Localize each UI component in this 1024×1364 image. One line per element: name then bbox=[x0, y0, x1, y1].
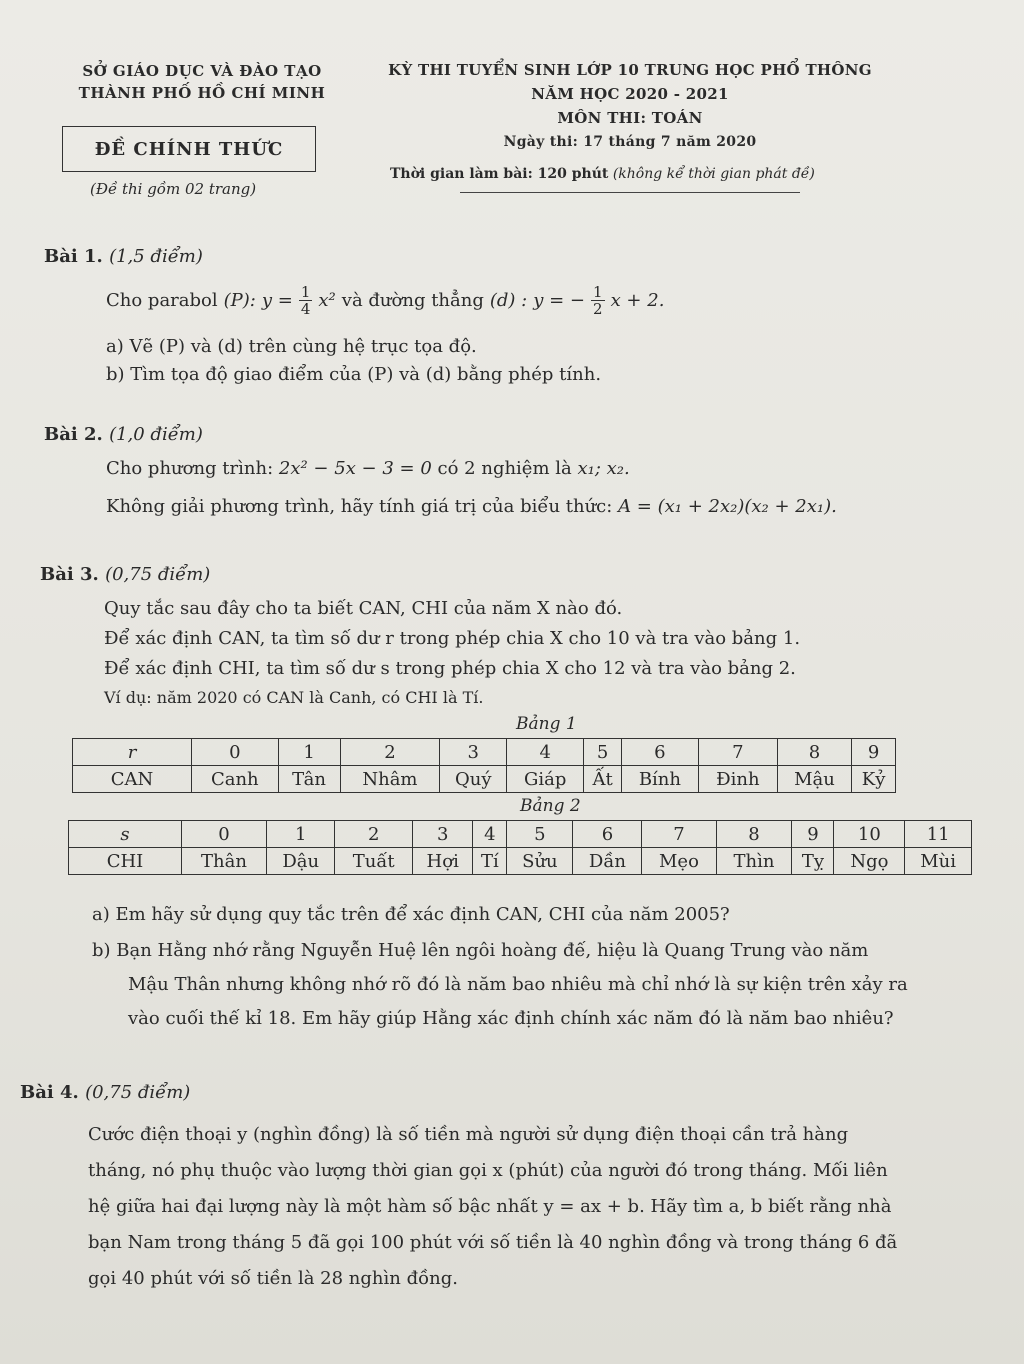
table-1-r-cell: 8 bbox=[777, 739, 851, 766]
problem-4-points: (0,75 điểm) bbox=[85, 1082, 191, 1103]
time-note: (không kể thời gian phát đề) bbox=[612, 166, 815, 182]
table-1-can-cell: Bính bbox=[622, 766, 699, 793]
problem-1-part-a: a) Vẽ (P) và (d) trên cùng hệ trục tọa độ. bbox=[106, 336, 477, 357]
table-2-s-cell: 10 bbox=[834, 821, 905, 848]
table-2-chi-cell: Thân bbox=[182, 848, 267, 875]
table-2-s-cell: 5 bbox=[507, 821, 573, 848]
fraction-2-denominator: 2 bbox=[593, 300, 603, 318]
table-1-r-cell: 0 bbox=[192, 739, 279, 766]
table-can bbox=[72, 738, 896, 793]
table-1-row-r bbox=[73, 739, 896, 766]
table-2-chi-cell: Dậu bbox=[267, 848, 335, 875]
problem-3-part-b-line-3: vào cuối thế kỉ 18. Em hãy giúp Hằng xác định chính xác năm đó là năm bao nhiêu? bbox=[128, 1008, 894, 1029]
exam-header bbox=[360, 58, 900, 154]
table-2-chi-cell: Tuất bbox=[335, 848, 413, 875]
line-rest: x + 2. bbox=[610, 290, 665, 311]
table-1-can-cell: Nhâm bbox=[340, 766, 440, 793]
problem-4-line-3: hệ giữa hai đại lượng này là một hàm số bậc nhất y = ax + b. Hãy tìm a, b biết rằng nhà bbox=[88, 1196, 892, 1217]
table-1-head-can: CAN bbox=[73, 766, 192, 793]
table-2-chi-cell: Dần bbox=[573, 848, 642, 875]
table-1-can-cell: Giáp bbox=[507, 766, 584, 793]
table-2-chi-cell: Tỵ bbox=[792, 848, 834, 875]
problem-3-para-3: Để xác định CHI, ta tìm số dư s trong phép chia X cho 12 và tra vào bảng 2. bbox=[104, 658, 796, 679]
subject: MÔN THI: TOÁN bbox=[557, 109, 703, 127]
exam-date: Ngày thi: 17 tháng 7 năm 2020 bbox=[503, 134, 757, 150]
problem-4-line-2: tháng, nó phụ thuộc vào lượng thời gian gọi x (phút) của người đó trong tháng. Mối liên bbox=[88, 1160, 888, 1181]
table-1-can-cell: Đinh bbox=[698, 766, 777, 793]
roots: x₁; x₂. bbox=[577, 458, 630, 479]
line-label: (d) : bbox=[489, 290, 528, 311]
problem-2-heading bbox=[44, 424, 203, 445]
table-2-row-s bbox=[69, 821, 972, 848]
header-divider bbox=[460, 192, 800, 193]
table-chi bbox=[68, 820, 972, 875]
table-2-s-cell: 4 bbox=[473, 821, 507, 848]
problem-1-heading bbox=[44, 246, 203, 267]
problem-3-example: Ví dụ: năm 2020 có CAN là Canh, có CHI là Tí. bbox=[104, 688, 484, 707]
fraction-2-numerator: 1 bbox=[593, 283, 603, 301]
table-2-caption: Bảng 2 bbox=[520, 796, 581, 816]
table-1-can-cell: Ất bbox=[584, 766, 622, 793]
table-2-head-chi: CHI bbox=[69, 848, 182, 875]
fraction-one-quarter bbox=[299, 284, 313, 317]
expression-a: A = (x₁ + 2x₂)(x₂ + 2x₁). bbox=[618, 496, 837, 517]
table-1-r-cell: 6 bbox=[622, 739, 699, 766]
official-stamp-box: ĐỀ CHÍNH THỨC bbox=[62, 126, 316, 172]
table-2-s-cell: 1 bbox=[267, 821, 335, 848]
table-1-r-cell: 5 bbox=[584, 739, 622, 766]
table-2-chi-cell: Ngọ bbox=[834, 848, 905, 875]
table-1-caption: Bảng 1 bbox=[516, 714, 577, 734]
problem-1-points: (1,5 điểm) bbox=[109, 246, 203, 267]
problem-4-line-4: bạn Nam trong tháng 5 đã gọi 100 phút với số tiền là 40 nghìn đồng và trong tháng 6 đã bbox=[88, 1232, 898, 1253]
problem-3-para-2: Để xác định CAN, ta tìm số dư r trong phép chia X cho 10 và tra vào bảng 1. bbox=[104, 628, 801, 649]
table-2-s-cell: 2 bbox=[335, 821, 413, 848]
problem-2-title: Bài 2. bbox=[44, 424, 103, 445]
problem-1-part-b: b) Tìm tọa độ giao điểm của (P) và (d) bằng phép tính. bbox=[106, 364, 602, 385]
table-2-chi-cell: Tí bbox=[473, 848, 507, 875]
and-text: và đường thẳng bbox=[341, 290, 484, 311]
table-2-row-chi bbox=[69, 848, 972, 875]
line-y: y = − bbox=[533, 290, 586, 311]
problem-2-line-2 bbox=[106, 496, 837, 517]
table-1-r-cell: 9 bbox=[852, 739, 896, 766]
parabol-y: y = bbox=[261, 290, 293, 311]
table-2-s-cell: 7 bbox=[642, 821, 716, 848]
problem-3-points: (0,75 điểm) bbox=[105, 564, 211, 585]
problem-3-part-b-line-1: b) Bạn Hằng nhớ rằng Nguyễn Huệ lên ngôi hoàng đế, hiệu là Quang Trung vào năm bbox=[92, 940, 869, 961]
table-2-s-cell: 8 bbox=[716, 821, 792, 848]
problem-2-line-1 bbox=[106, 458, 630, 479]
fraction-1-denominator: 4 bbox=[300, 300, 311, 318]
table-1-r-cell: 1 bbox=[278, 739, 340, 766]
table-2-head-s: s bbox=[69, 821, 182, 848]
problem-4-title: Bài 4. bbox=[20, 1082, 79, 1103]
table-2-s-cell: 3 bbox=[413, 821, 473, 848]
table-2-s-cell: 0 bbox=[182, 821, 267, 848]
problem-1-title: Bài 1. bbox=[44, 246, 103, 267]
pages-note: (Đề thi gồm 02 trang) bbox=[90, 180, 257, 198]
fraction-1-numerator: 1 bbox=[300, 283, 311, 301]
table-1-r-cell: 3 bbox=[440, 739, 507, 766]
problem-3-title: Bài 3. bbox=[40, 564, 99, 585]
fraction-one-half bbox=[591, 284, 605, 317]
department-line-2: THÀNH PHỐ HỒ CHÍ MINH bbox=[78, 84, 326, 102]
exam-title: KỲ THI TUYỂN SINH LỚP 10 TRUNG HỌC PHỔ THÔNG bbox=[388, 61, 872, 79]
table-2-chi-cell: Hợi bbox=[413, 848, 473, 875]
table-2-s-cell: 11 bbox=[905, 821, 972, 848]
problem-4-line-5: gọi 40 phút với số tiền là 28 nghìn đồng. bbox=[88, 1268, 458, 1289]
table-1-r-cell: 7 bbox=[698, 739, 777, 766]
table-2-chi-cell: Thìn bbox=[716, 848, 792, 875]
table-2-s-cell: 6 bbox=[573, 821, 642, 848]
problem-2-points: (1,0 điểm) bbox=[109, 424, 203, 445]
problem-3-para-1: Quy tắc sau đây cho ta biết CAN, CHI của năm X nào đó. bbox=[104, 598, 623, 619]
table-1-can-cell: Kỷ bbox=[852, 766, 896, 793]
table-1-r-cell: 2 bbox=[340, 739, 440, 766]
table-1-can-cell: Canh bbox=[192, 766, 279, 793]
table-2-chi-cell: Sửu bbox=[507, 848, 573, 875]
equation-intro: Cho phương trình: bbox=[106, 458, 274, 479]
problem-3-heading bbox=[40, 564, 210, 585]
time-label: Thời gian làm bài: 120 phút bbox=[390, 166, 609, 182]
table-1-can-cell: Quý bbox=[440, 766, 507, 793]
roots-intro: có 2 nghiệm là bbox=[437, 458, 572, 479]
table-1-can-cell: Tân bbox=[278, 766, 340, 793]
table-2-s-cell: 9 bbox=[792, 821, 834, 848]
parabol-label: (P): bbox=[223, 290, 256, 311]
department-line-1: SỞ GIÁO DỤC VÀ ĐÀO TẠO bbox=[82, 62, 322, 80]
department-header bbox=[52, 60, 352, 104]
table-1-r-cell: 4 bbox=[507, 739, 584, 766]
school-year: NĂM HỌC 2020 - 2021 bbox=[531, 85, 729, 103]
problem-1-statement bbox=[106, 284, 664, 317]
expression-intro: Không giải phương trình, hãy tính giá trị của biểu thức: bbox=[106, 496, 613, 517]
quadratic-equation: 2x² − 5x − 3 = 0 bbox=[278, 458, 432, 479]
table-1-row-can bbox=[73, 766, 896, 793]
problem-3-part-b-line-2: Mậu Thân nhưng không nhớ rõ đó là năm bao nhiêu mà chỉ nhớ là sự kiện trên xảy ra bbox=[128, 974, 908, 995]
parabol-rest: x² bbox=[318, 290, 336, 311]
problem-4-line-1: Cước điện thoại y (nghìn đồng) là số tiền mà người sử dụng điện thoại cần trả hàng bbox=[88, 1124, 849, 1145]
problem-1-intro: Cho parabol bbox=[106, 290, 218, 311]
table-1-head-r: r bbox=[73, 739, 192, 766]
table-2-chi-cell: Mùi bbox=[905, 848, 972, 875]
problem-3-part-a: a) Em hãy sử dụng quy tắc trên để xác định CAN, CHI của năm 2005? bbox=[92, 904, 730, 925]
table-1-can-cell: Mậu bbox=[777, 766, 851, 793]
time-limit bbox=[390, 166, 815, 182]
problem-4-heading bbox=[20, 1082, 190, 1103]
table-2-chi-cell: Mẹo bbox=[642, 848, 716, 875]
